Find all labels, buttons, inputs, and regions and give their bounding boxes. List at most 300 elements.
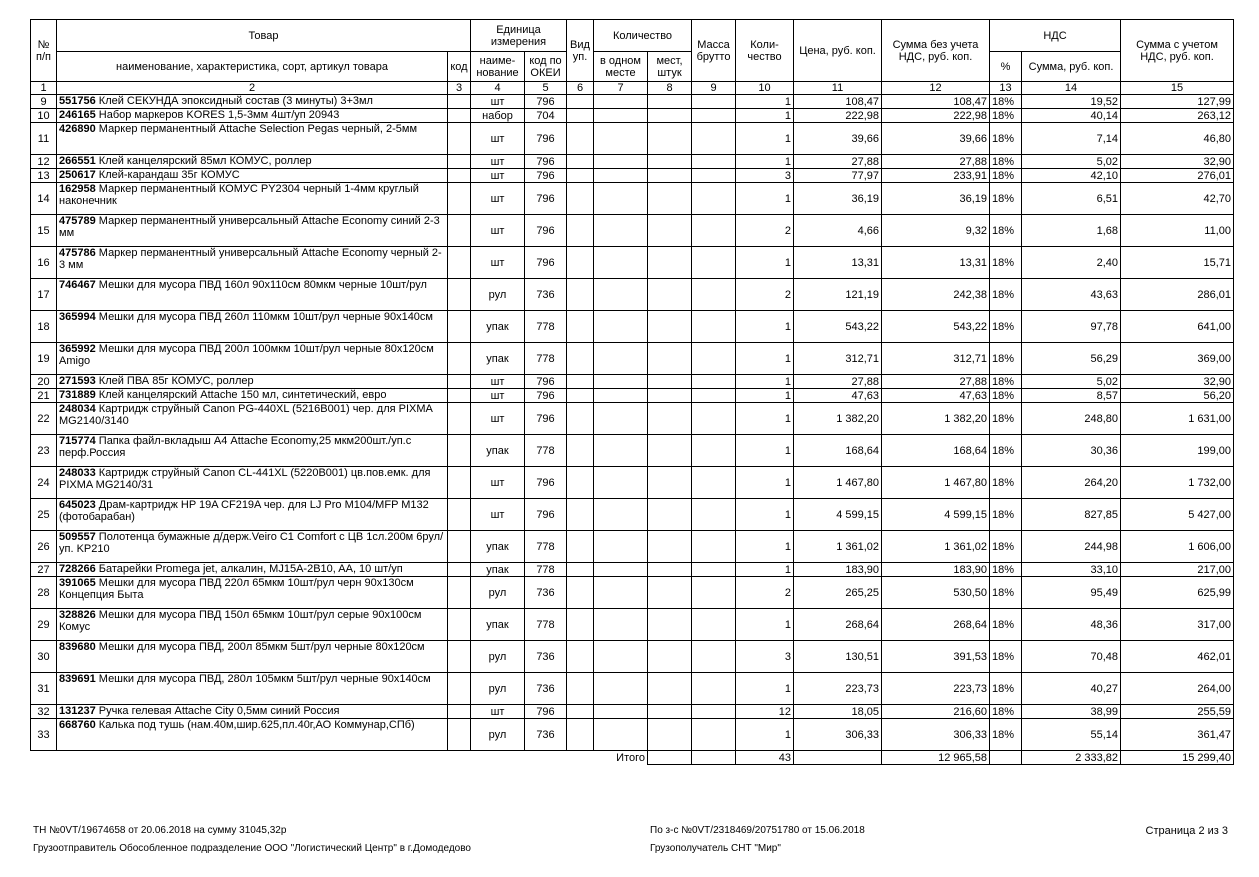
product-name-cell bbox=[57, 109, 448, 123]
product-code bbox=[448, 247, 471, 279]
pack-type bbox=[567, 467, 594, 499]
column-number: 15 bbox=[1121, 82, 1234, 95]
sum-with-vat: 369,00 bbox=[1121, 343, 1234, 375]
gross-mass bbox=[692, 279, 736, 311]
quantity: 1 bbox=[736, 375, 794, 389]
header-product-code: код bbox=[448, 52, 471, 82]
table-row bbox=[31, 183, 1234, 215]
sum-no-vat: 183,90 bbox=[882, 563, 990, 577]
totals-mass bbox=[692, 751, 736, 765]
unit-okei: 778 bbox=[525, 311, 567, 343]
price: 265,25 bbox=[794, 577, 882, 609]
product-name: Маркер перманентный универсальный Attache Economy синий 2-3 мм bbox=[59, 215, 440, 239]
qty-in-place bbox=[594, 155, 648, 169]
row-number: 9 bbox=[31, 95, 57, 109]
gross-mass bbox=[692, 155, 736, 169]
sum-no-vat: 223,73 bbox=[882, 673, 990, 705]
pack-type bbox=[567, 155, 594, 169]
gross-mass bbox=[692, 609, 736, 641]
sum-no-vat: 13,31 bbox=[882, 247, 990, 279]
sum-no-vat: 27,88 bbox=[882, 155, 990, 169]
vat-sum: 2,40 bbox=[1022, 247, 1121, 279]
product-name: Клей-карандаш 35г КОМУС bbox=[98, 169, 240, 181]
sum-no-vat: 312,71 bbox=[882, 343, 990, 375]
qty-places bbox=[648, 563, 692, 577]
product-name: Мешки для мусора ПВД, 200л 85мкм 5шт/рул черные 80х120см bbox=[98, 641, 425, 653]
product-code bbox=[448, 183, 471, 215]
pack-type bbox=[567, 343, 594, 375]
product-article: 131237 bbox=[59, 705, 96, 717]
vat-sum: 6,51 bbox=[1022, 183, 1121, 215]
quantity: 2 bbox=[736, 577, 794, 609]
quantity: 1 bbox=[736, 343, 794, 375]
pack-type bbox=[567, 577, 594, 609]
pack-type bbox=[567, 311, 594, 343]
header-unit: Единица измерения bbox=[471, 20, 567, 52]
qty-in-place bbox=[594, 435, 648, 467]
totals-body bbox=[31, 751, 1234, 765]
unit-name: шт bbox=[471, 215, 525, 247]
qty-places bbox=[648, 389, 692, 403]
header-product-desc: наименование, характеристика, сорт, артикул товара bbox=[57, 52, 448, 82]
vat-pct: 18% bbox=[990, 577, 1022, 609]
qty-in-place bbox=[594, 375, 648, 389]
vat-sum: 48,36 bbox=[1022, 609, 1121, 641]
product-code bbox=[448, 403, 471, 435]
vat-sum: 827,85 bbox=[1022, 499, 1121, 531]
product-name: Папка файл-вкладыш А4 Attache Economy,25 мкм200шт./уп.с перф.Россия bbox=[59, 435, 412, 459]
table-row bbox=[31, 403, 1234, 435]
unit-okei: 778 bbox=[525, 343, 567, 375]
sum-with-vat: 255,59 bbox=[1121, 705, 1234, 719]
qty-in-place bbox=[594, 467, 648, 499]
vat-pct: 18% bbox=[990, 389, 1022, 403]
gross-mass bbox=[692, 577, 736, 609]
sum-with-vat: 5 427,00 bbox=[1121, 499, 1234, 531]
row-number: 15 bbox=[31, 215, 57, 247]
vat-pct: 18% bbox=[990, 311, 1022, 343]
product-code bbox=[448, 279, 471, 311]
qty-in-place bbox=[594, 673, 648, 705]
vat-pct: 18% bbox=[990, 467, 1022, 499]
qty-in-place bbox=[594, 169, 648, 183]
product-name-cell bbox=[57, 563, 448, 577]
sum-with-vat: 127,99 bbox=[1121, 95, 1234, 109]
price: 306,33 bbox=[794, 719, 882, 751]
product-name: Маркер перманентный КОМУС PY2304 черный 1-4мм круглый наконечник bbox=[59, 183, 419, 207]
table-row bbox=[31, 375, 1234, 389]
unit-okei: 796 bbox=[525, 467, 567, 499]
sum-with-vat: 286,01 bbox=[1121, 279, 1234, 311]
vat-pct: 18% bbox=[990, 215, 1022, 247]
product-article: 365992 bbox=[59, 343, 96, 355]
qty-places bbox=[648, 183, 692, 215]
vat-pct: 18% bbox=[990, 563, 1022, 577]
gross-mass bbox=[692, 673, 736, 705]
footer-consignee: Грузополучатель СНТ "Мир" bbox=[650, 843, 781, 854]
product-code bbox=[448, 375, 471, 389]
product-article: 266551 bbox=[59, 155, 96, 167]
header-quantity: Количество bbox=[594, 20, 692, 52]
sum-no-vat: 27,88 bbox=[882, 375, 990, 389]
sum-no-vat: 1 361,02 bbox=[882, 531, 990, 563]
product-article: 365994 bbox=[59, 311, 96, 323]
vat-pct: 18% bbox=[990, 279, 1022, 311]
sum-with-vat: 15,71 bbox=[1121, 247, 1234, 279]
product-name: Мешки для мусора ПВД 160л 90х110см 80мкм черные 10шт/рул bbox=[98, 279, 427, 291]
vat-sum: 43,63 bbox=[1022, 279, 1121, 311]
totals-vat-sum: 2 333,82 bbox=[1022, 751, 1121, 765]
header-unit-name: наиме-нование bbox=[471, 52, 525, 82]
product-article: 731889 bbox=[59, 389, 96, 401]
vat-sum: 19,52 bbox=[1022, 95, 1121, 109]
sum-no-vat: 543,22 bbox=[882, 311, 990, 343]
table-row bbox=[31, 95, 1234, 109]
unit-name: упак bbox=[471, 311, 525, 343]
product-name-cell bbox=[57, 705, 448, 719]
unit-okei: 778 bbox=[525, 563, 567, 577]
pack-type bbox=[567, 563, 594, 577]
sum-no-vat: 306,33 bbox=[882, 719, 990, 751]
product-code bbox=[448, 109, 471, 123]
product-name-cell bbox=[57, 435, 448, 467]
qty-in-place bbox=[594, 343, 648, 375]
product-name: Ручка гелевая Attache City 0,5мм синий Россия bbox=[98, 705, 340, 717]
pack-type bbox=[567, 609, 594, 641]
column-number: 1 bbox=[31, 82, 57, 95]
vat-sum: 7,14 bbox=[1022, 123, 1121, 155]
price: 36,19 bbox=[794, 183, 882, 215]
product-code bbox=[448, 609, 471, 641]
gross-mass bbox=[692, 183, 736, 215]
product-name: Полотенца бумажные д/держ.Veiro C1 Comfort с ЦВ 1сл.200м 6рул/уп. KP210 bbox=[59, 531, 444, 555]
product-article: 271593 bbox=[59, 375, 96, 387]
sum-with-vat: 1 631,00 bbox=[1121, 403, 1234, 435]
product-name-cell bbox=[57, 123, 448, 155]
pack-type bbox=[567, 641, 594, 673]
vat-sum: 244,98 bbox=[1022, 531, 1121, 563]
vat-pct: 18% bbox=[990, 673, 1022, 705]
price: 312,71 bbox=[794, 343, 882, 375]
product-article: 250617 bbox=[59, 169, 96, 181]
vat-sum: 5,02 bbox=[1022, 155, 1121, 169]
pack-type bbox=[567, 215, 594, 247]
price: 1 361,02 bbox=[794, 531, 882, 563]
product-name-cell bbox=[57, 215, 448, 247]
pack-type bbox=[567, 389, 594, 403]
product-name-cell bbox=[57, 609, 448, 641]
vat-sum: 40,14 bbox=[1022, 109, 1121, 123]
sum-no-vat: 108,47 bbox=[882, 95, 990, 109]
unit-okei: 778 bbox=[525, 435, 567, 467]
qty-places bbox=[648, 311, 692, 343]
vat-pct: 18% bbox=[990, 95, 1022, 109]
price: 130,51 bbox=[794, 641, 882, 673]
unit-name: упак bbox=[471, 435, 525, 467]
product-name: Маркер перманентный Attache Selection Pegas черный, 2-5мм bbox=[98, 123, 418, 135]
product-code bbox=[448, 641, 471, 673]
sum-no-vat: 233,91 bbox=[882, 169, 990, 183]
pack-type bbox=[567, 109, 594, 123]
price: 183,90 bbox=[794, 563, 882, 577]
product-name: Клей канцелярский Attache 150 мл, синтетический, евро bbox=[98, 389, 387, 401]
qty-in-place bbox=[594, 641, 648, 673]
column-number: 3 bbox=[448, 82, 471, 95]
vat-pct: 18% bbox=[990, 183, 1022, 215]
quantity: 1 bbox=[736, 183, 794, 215]
totals-sum: 12 965,58 bbox=[882, 751, 990, 765]
vat-sum: 95,49 bbox=[1022, 577, 1121, 609]
vat-pct: 18% bbox=[990, 499, 1022, 531]
table-row bbox=[31, 467, 1234, 499]
sum-no-vat: 268,64 bbox=[882, 609, 990, 641]
unit-okei: 778 bbox=[525, 531, 567, 563]
vat-pct: 18% bbox=[990, 403, 1022, 435]
product-article: 668760 bbox=[59, 719, 96, 731]
vat-sum: 97,78 bbox=[1022, 311, 1121, 343]
pack-type bbox=[567, 435, 594, 467]
quantity: 1 bbox=[736, 389, 794, 403]
column-number: 7 bbox=[594, 82, 648, 95]
product-article: 248033 bbox=[59, 467, 96, 479]
row-number: 29 bbox=[31, 609, 57, 641]
row-number: 12 bbox=[31, 155, 57, 169]
table-row bbox=[31, 109, 1234, 123]
qty-in-place bbox=[594, 563, 648, 577]
pack-type bbox=[567, 403, 594, 435]
vat-pct: 18% bbox=[990, 155, 1022, 169]
gross-mass bbox=[692, 705, 736, 719]
sum-no-vat: 168,64 bbox=[882, 435, 990, 467]
table-row bbox=[31, 435, 1234, 467]
unit-name: шт bbox=[471, 95, 525, 109]
unit-okei: 796 bbox=[525, 375, 567, 389]
footer-page: Страница 2 из 3 bbox=[1145, 825, 1228, 837]
unit-okei: 736 bbox=[525, 673, 567, 705]
unit-name: шт bbox=[471, 123, 525, 155]
vat-pct: 18% bbox=[990, 343, 1022, 375]
product-name-cell bbox=[57, 343, 448, 375]
product-code bbox=[448, 531, 471, 563]
unit-okei: 796 bbox=[525, 215, 567, 247]
product-article: 645023 bbox=[59, 499, 96, 511]
quantity: 1 bbox=[736, 467, 794, 499]
sum-with-vat: 46,80 bbox=[1121, 123, 1234, 155]
header-pack-type: Вид уп. bbox=[567, 20, 594, 82]
price: 108,47 bbox=[794, 95, 882, 109]
header-no: № п/п bbox=[31, 20, 57, 82]
product-name: Мешки для мусора ПВД 220л 65мкм 10шт/рул черн 90х130см Концепция Быта bbox=[59, 577, 414, 601]
product-name-cell bbox=[57, 641, 448, 673]
vat-sum: 1,68 bbox=[1022, 215, 1121, 247]
qty-places bbox=[648, 673, 692, 705]
unit-okei: 796 bbox=[525, 389, 567, 403]
product-name: Мешки для мусора ПВД 260л 110мкм 10шт/рул черные 90х140см bbox=[98, 311, 433, 323]
table-row bbox=[31, 123, 1234, 155]
gross-mass bbox=[692, 123, 736, 155]
row-number: 33 bbox=[31, 719, 57, 751]
qty-in-place bbox=[594, 719, 648, 751]
product-code bbox=[448, 169, 471, 183]
unit-okei: 704 bbox=[525, 109, 567, 123]
sum-no-vat: 222,98 bbox=[882, 109, 990, 123]
gross-mass bbox=[692, 109, 736, 123]
vat-sum: 55,14 bbox=[1022, 719, 1121, 751]
qty-places bbox=[648, 95, 692, 109]
qty-places bbox=[648, 403, 692, 435]
pack-type bbox=[567, 169, 594, 183]
qty-places bbox=[648, 375, 692, 389]
product-article: 509557 bbox=[59, 531, 96, 543]
product-name-cell bbox=[57, 311, 448, 343]
table-row bbox=[31, 155, 1234, 169]
product-name-cell bbox=[57, 169, 448, 183]
qty-places bbox=[648, 609, 692, 641]
quantity: 1 bbox=[736, 247, 794, 279]
sum-with-vat: 264,00 bbox=[1121, 673, 1234, 705]
unit-name: набор bbox=[471, 109, 525, 123]
unit-okei: 778 bbox=[525, 609, 567, 641]
column-number: 14 bbox=[1022, 82, 1121, 95]
gross-mass bbox=[692, 719, 736, 751]
qty-places bbox=[648, 123, 692, 155]
unit-okei: 796 bbox=[525, 403, 567, 435]
qty-in-place bbox=[594, 403, 648, 435]
unit-name: рул bbox=[471, 577, 525, 609]
qty-places bbox=[648, 279, 692, 311]
totals-places bbox=[648, 751, 692, 765]
totals-price bbox=[794, 751, 882, 765]
qty-in-place bbox=[594, 279, 648, 311]
product-name-cell bbox=[57, 719, 448, 751]
product-code bbox=[448, 215, 471, 247]
product-code bbox=[448, 719, 471, 751]
sum-with-vat: 263,12 bbox=[1121, 109, 1234, 123]
column-number: 12 bbox=[882, 82, 990, 95]
gross-mass bbox=[692, 467, 736, 499]
product-article: 475786 bbox=[59, 247, 96, 259]
sum-with-vat: 462,01 bbox=[1121, 641, 1234, 673]
product-code bbox=[448, 123, 471, 155]
price: 4 599,15 bbox=[794, 499, 882, 531]
qty-in-place bbox=[594, 183, 648, 215]
qty-places bbox=[648, 343, 692, 375]
vat-sum: 70,48 bbox=[1022, 641, 1121, 673]
product-name-cell bbox=[57, 673, 448, 705]
unit-okei: 736 bbox=[525, 577, 567, 609]
price: 13,31 bbox=[794, 247, 882, 279]
product-name-cell bbox=[57, 375, 448, 389]
unit-name: рул bbox=[471, 673, 525, 705]
sum-no-vat: 9,32 bbox=[882, 215, 990, 247]
quantity: 1 bbox=[736, 123, 794, 155]
qty-in-place bbox=[594, 389, 648, 403]
column-number: 6 bbox=[567, 82, 594, 95]
pack-type bbox=[567, 375, 594, 389]
row-number: 17 bbox=[31, 279, 57, 311]
product-article: 162958 bbox=[59, 183, 96, 195]
product-code bbox=[448, 499, 471, 531]
sum-no-vat: 36,19 bbox=[882, 183, 990, 215]
product-name-cell bbox=[57, 403, 448, 435]
row-number: 27 bbox=[31, 563, 57, 577]
vat-pct: 18% bbox=[990, 705, 1022, 719]
gross-mass bbox=[692, 247, 736, 279]
quantity: 1 bbox=[736, 435, 794, 467]
unit-name: рул bbox=[471, 641, 525, 673]
table-body bbox=[31, 95, 1234, 751]
pack-type bbox=[567, 183, 594, 215]
table-row bbox=[31, 563, 1234, 577]
product-name-cell bbox=[57, 577, 448, 609]
qty-in-place bbox=[594, 215, 648, 247]
product-name-cell bbox=[57, 389, 448, 403]
product-name: Картридж струйный Canon PG-440XL (5216B001) чер. для PIXMA MG2140/3140 bbox=[59, 403, 433, 427]
unit-name: упак bbox=[471, 531, 525, 563]
sum-with-vat: 361,47 bbox=[1121, 719, 1234, 751]
unit-name: шт bbox=[471, 155, 525, 169]
table-row bbox=[31, 641, 1234, 673]
qty-places bbox=[648, 577, 692, 609]
quantity: 1 bbox=[736, 95, 794, 109]
row-number: 28 bbox=[31, 577, 57, 609]
unit-name: шт bbox=[471, 403, 525, 435]
row-number: 23 bbox=[31, 435, 57, 467]
vat-sum: 264,20 bbox=[1022, 467, 1121, 499]
header-price: Цена, руб. коп. bbox=[794, 20, 882, 82]
unit-name: рул bbox=[471, 719, 525, 751]
header-qty-places: мест, штук bbox=[648, 52, 692, 82]
sum-with-vat: 641,00 bbox=[1121, 311, 1234, 343]
unit-okei: 796 bbox=[525, 247, 567, 279]
product-name-cell bbox=[57, 499, 448, 531]
column-number: 5 bbox=[525, 82, 567, 95]
unit-okei: 796 bbox=[525, 183, 567, 215]
product-article: 328826 bbox=[59, 609, 96, 621]
sum-with-vat: 11,00 bbox=[1121, 215, 1234, 247]
qty-in-place bbox=[594, 109, 648, 123]
unit-name: упак bbox=[471, 609, 525, 641]
row-number: 22 bbox=[31, 403, 57, 435]
column-number: 9 bbox=[692, 82, 736, 95]
vat-sum: 5,02 bbox=[1022, 375, 1121, 389]
unit-okei: 736 bbox=[525, 641, 567, 673]
sum-with-vat: 217,00 bbox=[1121, 563, 1234, 577]
vat-pct: 18% bbox=[990, 169, 1022, 183]
pack-type bbox=[567, 705, 594, 719]
table-row bbox=[31, 719, 1234, 751]
product-code bbox=[448, 435, 471, 467]
vat-pct: 18% bbox=[990, 375, 1022, 389]
product-article: 839680 bbox=[59, 641, 96, 653]
sum-no-vat: 1 467,80 bbox=[882, 467, 990, 499]
header-product: Товар bbox=[57, 20, 471, 52]
qty-in-place bbox=[594, 499, 648, 531]
totals-qty: 43 bbox=[736, 751, 794, 765]
price: 47,63 bbox=[794, 389, 882, 403]
product-article: 391065 bbox=[59, 577, 96, 589]
product-name: Клей ПВА 85г КОМУС, роллер bbox=[98, 375, 254, 387]
product-name: Батарейки Promega jet, алкалин, MJ15A-2B10, AA, 10 шт/уп bbox=[98, 563, 403, 575]
price: 77,97 bbox=[794, 169, 882, 183]
table-row bbox=[31, 531, 1234, 563]
product-article: 248034 bbox=[59, 403, 96, 415]
product-article: 426890 bbox=[59, 123, 96, 135]
gross-mass bbox=[692, 641, 736, 673]
footer-invoice: По з-с №0VT/2318469/20751780 от 15.06.2018 bbox=[650, 825, 865, 836]
gross-mass bbox=[692, 403, 736, 435]
product-code bbox=[448, 673, 471, 705]
